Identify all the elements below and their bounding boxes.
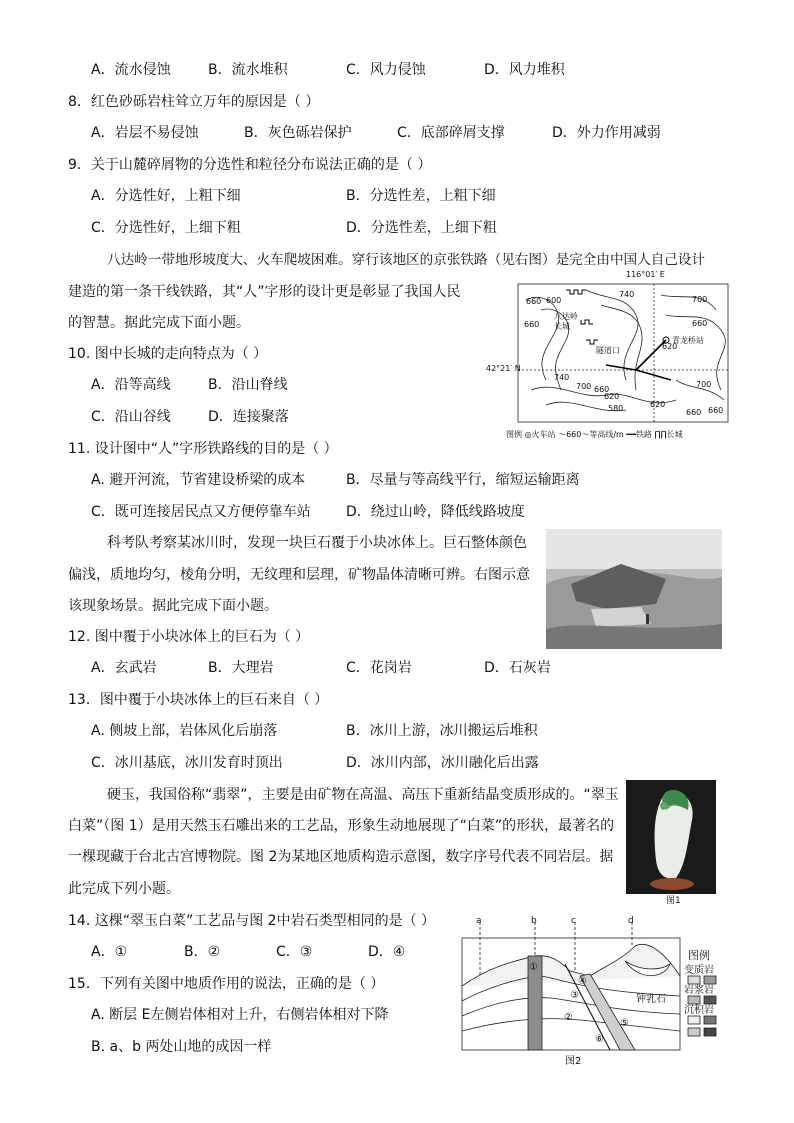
contour-label: 660 [524, 320, 540, 329]
q9-option-a: A．分选性好，上粗下细 [91, 188, 241, 204]
fig2-layer-5: ⑤ [620, 1018, 629, 1029]
contour-label: 740 [554, 373, 570, 382]
q13-stem: 13．图中覆于小块冰体上的巨石来自（ ） [68, 692, 329, 708]
q11-option-b: B．尽量与等高线平行，缩短运输距离 [346, 472, 580, 488]
map-place-tunnel: 隧道口 [596, 346, 620, 355]
passage-badaling-line2: 建造的第一条干线铁路，其“人”字形的设计更是彰显了我国人民 [68, 284, 461, 300]
fig2-label-b: b [531, 916, 537, 926]
q7-option-d: D．风力堆积 [484, 62, 565, 78]
q11-option-a: A. 避开河流，节省建设桥梁的成本 [91, 472, 306, 488]
q7-option-c: C．风力侵蚀 [346, 62, 426, 78]
q7-option-b: B．流水堆积 [208, 62, 288, 78]
map-place-changcheng: 长城 [554, 322, 570, 331]
q13-option-c: C．冰川基底，冰川发育时顶出 [91, 755, 283, 771]
fig2-cave-label: 钟乳石 [636, 994, 666, 1005]
contour-label: 700 [576, 382, 592, 391]
q9-stem: 9．关于山麓碎屑物的分选性和粒径分布说法正确的是（ ） [68, 157, 432, 173]
figure2-caption: 图2 [565, 1056, 582, 1067]
q14-option-b: B．② [184, 944, 221, 960]
q12-option-a: A．玄武岩 [91, 660, 157, 676]
q15-option-a: A. 断层 E左侧岩体相对上升，右侧岩体相对下降 [91, 1007, 389, 1023]
contour-label: 580 [608, 404, 624, 413]
q11-option-d: D．绕过山岭，降低线路坡度 [346, 504, 525, 520]
geologic-section-diagram [460, 916, 730, 1072]
q8-option-c: C．底部碎屑支撑 [397, 125, 505, 141]
q13-option-a: A. 侧坡上部，岩体风化后崩落 [91, 723, 278, 739]
fig2-legend-title: 图例 [688, 949, 710, 962]
passage-glacier-line3: 该现象场景。据此完成下面小题。 [68, 598, 278, 614]
contour-label: 620 [650, 400, 666, 409]
contour-label: 660 [686, 408, 702, 417]
q10-stem: 10. 图中长城的走向特点为（ ） [68, 346, 268, 362]
q10-option-c: C．沿山谷线 [91, 409, 171, 425]
q13-option-b: B．冰川上游，冰川搬运后堆积 [346, 723, 538, 739]
q15-option-b: B. a、b 两处山地的成因一样 [91, 1039, 272, 1055]
jadeite-cabbage-photo [626, 780, 716, 894]
contour-label: 660 [594, 385, 610, 394]
passage-badaling-line1: 八达岭一带地形坡度大、火车爬坡困难。穿行该地区的京张铁路（见右图）是完全由中国人自己设计 [107, 252, 706, 268]
q8-option-b: B．灰色砾岩保护 [244, 125, 352, 141]
passage-glacier-line1: 科考队考察某冰川时，发现一块巨石覆于小块冰体上。巨石整体颜色 [107, 535, 527, 551]
q8-option-a: A．岩层不易侵蚀 [91, 125, 199, 141]
q11-option-c: C．既可连接居民点又方便停靠车站 [91, 504, 311, 520]
q11-stem: 11. 设计图中“人”字形铁路线的目的是（ ） [68, 441, 338, 457]
contour-label: 660 [692, 319, 708, 328]
contour-label: 700 [696, 380, 712, 389]
fig2-label-c: c [571, 916, 576, 926]
contour-label: 660 [708, 406, 724, 415]
contour-label: 600 [546, 296, 562, 305]
fig2-label-d: d [628, 916, 634, 926]
q8-option-d: D．外力作用减弱 [552, 125, 661, 141]
q12-option-d: D．石灰岩 [484, 660, 551, 676]
q14-option-d: D．④ [368, 944, 406, 960]
passage-jade-line2: 白菜”（图 1）是用天然玉石雕出来的工艺品，形象生动地展现了“白菜”的形状，最著名的 [68, 818, 615, 834]
fig2-label-a: a [476, 916, 482, 926]
fig2-layer-6: ⑥ [595, 1034, 604, 1045]
map-longitude: 116°01′ E [626, 270, 665, 279]
passage-jade-line1: 硬玉，我国俗称“翡翠”，主要是由矿物在高温、高压下重新结晶变质形成的。“翠玉 [107, 787, 619, 803]
fig2-legend-sedimentary: 沉积岩 [684, 1005, 714, 1016]
q14-option-c: C．③ [276, 944, 313, 960]
q14-option-a: A．① [91, 944, 128, 960]
map-place-qinglongqiao: 青龙桥站 [672, 336, 704, 345]
q10-option-b: B．沿山脊线 [208, 377, 288, 393]
contour-label: 620 [662, 342, 678, 351]
badaling-contour-map [486, 270, 732, 446]
q9-option-d: D．分选性差，上细下粗 [346, 220, 497, 236]
contour-label: 620 [604, 392, 620, 401]
fig2-layer-3: ③ [570, 990, 579, 1001]
map-legend: 图例 ◎火车站 ～660～等高线/m ━━铁路 ∏∏长城 [506, 430, 683, 439]
map-latitude: 42°21′ N [486, 364, 521, 373]
figure1-caption: 图1 [666, 896, 681, 906]
q7-option-a: A．流水侵蚀 [91, 62, 171, 78]
q9-option-c: C．分选性好，上细下粗 [91, 220, 241, 236]
q12-option-b: B．大理岩 [208, 660, 274, 676]
q15-stem: 15．下列有关图中地质作用的说法，正确的是（ ） [68, 976, 385, 992]
contour-label: 700 [692, 295, 708, 304]
q10-option-d: D．连接聚落 [208, 409, 289, 425]
glacier-boulder-photo [546, 529, 722, 649]
contour-label: 740 [619, 290, 635, 299]
q12-option-c: C．花岗岩 [346, 660, 412, 676]
fig2-layer-1: ① [529, 962, 538, 973]
q12-stem: 12. 图中覆于小块冰体上的巨石为（ ） [68, 629, 310, 645]
map-place-badaling: 八达岭 [554, 312, 578, 321]
fig2-layer-4: ④ [578, 976, 587, 987]
fig2-legend-metamorphic: 变质岩 [684, 965, 714, 976]
fig2-layer-2: ② [564, 1012, 573, 1023]
q8-stem: 8．红色砂砾岩柱耸立万年的原因是（ ） [68, 94, 320, 110]
q13-option-d: D．冰川内部，冰川融化后出露 [346, 755, 539, 771]
q9-option-b: B．分选性差，上粗下细 [346, 188, 496, 204]
q14-stem: 14. 这棵“翠玉白菜”工艺品与图 2中岩石类型相同的是（ ） [68, 913, 436, 929]
fig2-legend-igneous: 岩浆岩 [684, 985, 714, 996]
passage-glacier-line2: 偏浅，质地均匀，棱角分明，无纹理和层理，矿物晶体清晰可辨。右图示意 [68, 567, 530, 583]
passage-badaling-line3: 的智慧。据此完成下面小题。 [68, 315, 250, 331]
contour-label: 660 [526, 297, 542, 306]
q10-option-a: A．沿等高线 [91, 377, 171, 393]
passage-jade-line4: 此完成下列小题。 [68, 881, 180, 897]
passage-jade-line3: 一棵现藏于台北古宫博物院。图 2为某地区地质构造示意图，数字序号代表不同岩层。据 [68, 849, 614, 865]
